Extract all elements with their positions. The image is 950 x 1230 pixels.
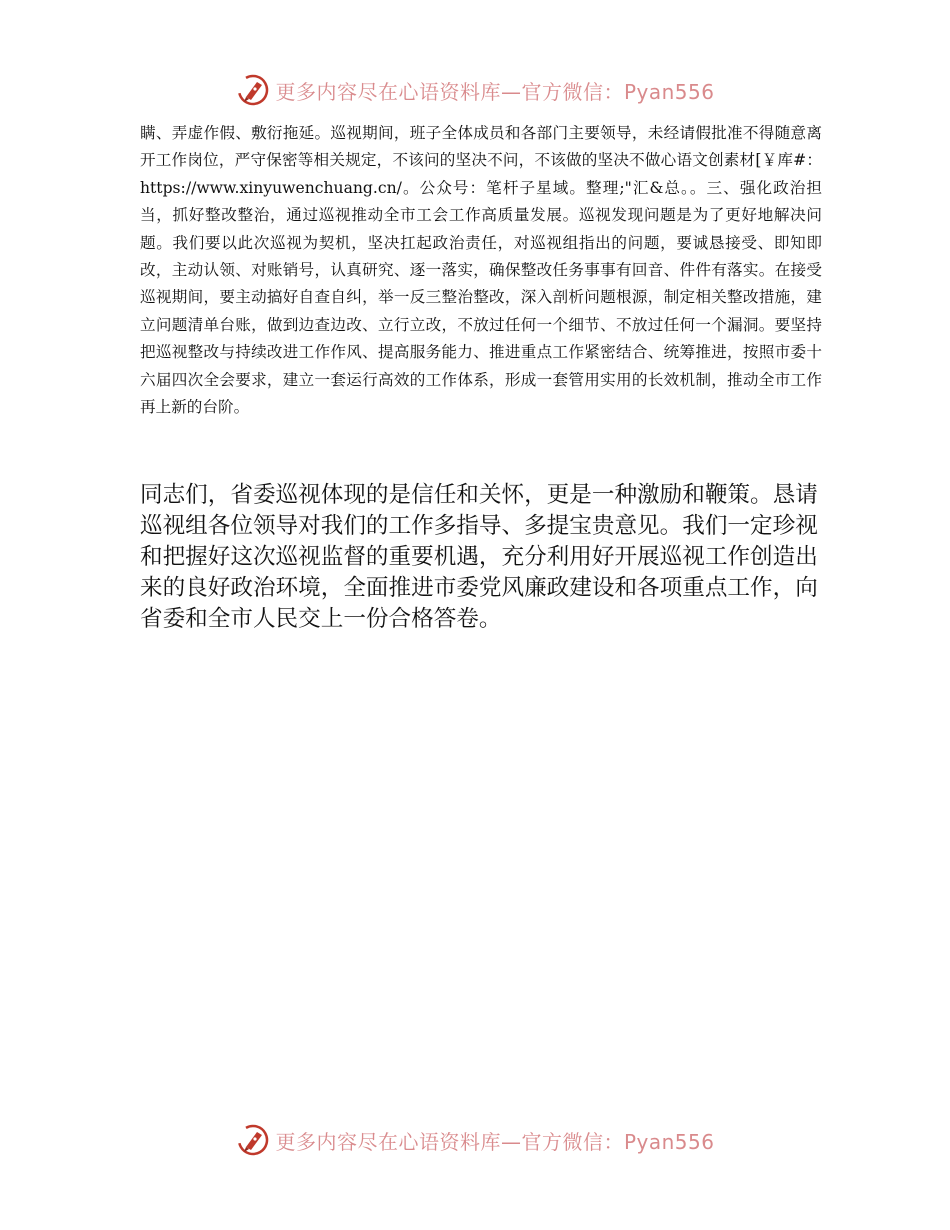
body-paragraph-2: 同志们，省委巡视体现的是信任和关怀，更是一种激励和鞭策。恳请巡视组各位领导对我们的工作多指导、多提宝贵意见。我们一定珍视和把握好这次巡视监督的重要机遇，充分利用好开展巡视工作创造出来的良好政治环境，全面推进市委党风廉政建设和各项重点工作，向省委和全市人民交上一份合格答卷。 (140, 482, 818, 632)
body-paragraph-1: 瞒、弄虚作假、敷衍拖延。巡视期间，班子全体成员和各部门主要领导，未经请假批准不得随意离开工作岗位，严守保密等相关规定，不该问的坚决不问，不该做的坚决不做心语文创素材[￥库#：https://www.xinyuwenchuang.cn/。公众号：笔杆子星域。整理;"汇&总。。三、强化政治担当，抓好整改整治，通过巡视推动全市工会工作高质量发展。巡视发现问题是为了更好地解决问题。我们要以此次巡视为契机，坚决扛起政治责任，对巡视组指出的问题，要诚恳接受、即知即改，主动认领、对账销号，认真研究、逐一落实，确保整改任务事事有回音、件件有落实。在接受巡视期间，要主动搞好自查自纠，举一反三整治整改，深入剖析问题根源，制定相关整改措施，建立问题清单台账，做到边查边改、立行立改，不放过任何一个细节、不放过任何一个漏洞。要坚持把巡视整改与持续改进工作作风、提高服务能力、推进重点工作紧密结合、统筹推进，按照市委十六届四次全会要求，建立一套运行高效的工作体系，形成一套管用实用的长效机制，推动全市工作再上新的台阶。 (140, 124, 822, 417)
banner-text: 更多内容尽在心语资料库—官方微信：Pyan556 (275, 79, 715, 104)
footer-banner (0, 1118, 950, 1162)
pen-nib-logo-icon (235, 72, 271, 108)
pen-nib-logo-icon (235, 1122, 271, 1158)
banner-text: 更多内容尽在心语资料库—官方微信：Pyan556 (275, 1129, 715, 1154)
header-banner (0, 68, 950, 112)
